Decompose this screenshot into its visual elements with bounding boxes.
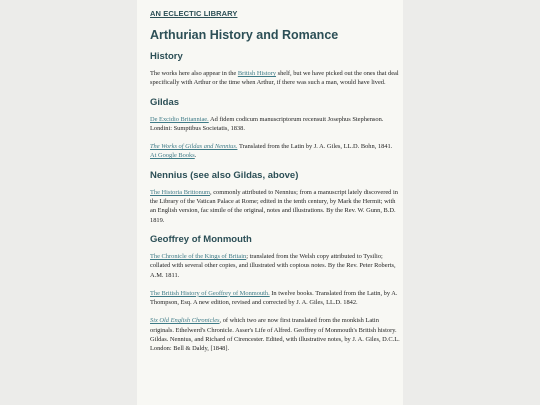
page-title: Arthurian History and Romance [150, 28, 339, 42]
google-books-link[interactable]: At Google Books [150, 152, 195, 160]
entry-text: Ad fidem codicum manuscriptorum recensuit Josephus Stephenson. Londini: Sumptibus Societatis, 1838. [150, 115, 384, 132]
entry-text: In twelve books. Translated from the Latin, by A. Thompson, Esq. A new edition, revised and corrected by J. A. Giles, LL.D. 1842. [150, 289, 398, 307]
british-history-link[interactable]: British History [237, 70, 277, 77]
section-heading-gildas: Gildas [150, 96, 180, 108]
entry-de-excidio [150, 115, 400, 134]
history-intro [150, 69, 400, 88]
entry-text: Translated from the Latin by J. A. Giles, LL.D. Bohn, 1841. [237, 143, 393, 151]
chronicle-kings-link[interactable]: The Chronicle of the Kings of Britain [150, 252, 247, 260]
entry-text: . [194, 152, 197, 160]
entry-six-old-chronicles [150, 316, 400, 353]
intro-text: The works here also appear in the [150, 70, 238, 77]
works-gildas-nennius-link[interactable]: The Works of Gildas and Nennius. [150, 143, 238, 151]
british-history-geoffrey-link[interactable]: The British History of Geoffrey of Monmouth. [150, 289, 270, 297]
site-home-link[interactable]: AN ECLECTIC LIBRARY [150, 9, 238, 18]
entry-british-history-geoffrey [150, 289, 400, 308]
page-content [137, 0, 403, 405]
entry-text: , commonly attributed to Nennius; from a manuscript lately discovered in the Library of the Vatican Palace at Rome; edited in the tenth century, by Mark the Hermit; with an English version, fac simile of the original, notes and illustrations. By the Rev. W. Gunn, B.D. 1819. [150, 188, 398, 224]
section-heading-nennius: Nennius (see also Gildas, above) [150, 169, 299, 181]
intro-text-cont: shelf, but we have picked out the ones that deal specifically with Arthur or the time when Arthur, if there was such a man, would have lived. [150, 70, 399, 87]
entry-historia-brittonum [150, 188, 400, 225]
section-heading-geoffrey: Geoffrey of Monmouth [150, 233, 252, 245]
entry-chronicle-kings [150, 252, 400, 280]
historia-brittonum-link[interactable]: The Historia Brittonum [150, 188, 210, 196]
six-old-chronicles-link[interactable]: Six Old English Chronicles [150, 317, 220, 325]
entry-works-gildas-nennius [150, 142, 400, 161]
entry-text: , of which two are now first translated from the monkish Latin originals. Ethelwerd's Chronicle. Asser's Life of Alfred. Geoffrey of Monmouth's British history. Gildas. Nennius, and Richard of Cirencester. Edited, with illustrative notes, by J. A. Giles, D.C.L. London: Bell & Daldy, [1848]. [150, 317, 400, 353]
entry-text: ; translated from the Welsh copy attributed to Tysilio; collated with several other copies, and illustrated with copious notes. By the Rev. Peter Roberts, A.M. 1811. [150, 252, 396, 279]
section-heading-history: History [150, 51, 183, 62]
de-excidio-link[interactable]: De Excidio Britanniae. [150, 115, 209, 123]
